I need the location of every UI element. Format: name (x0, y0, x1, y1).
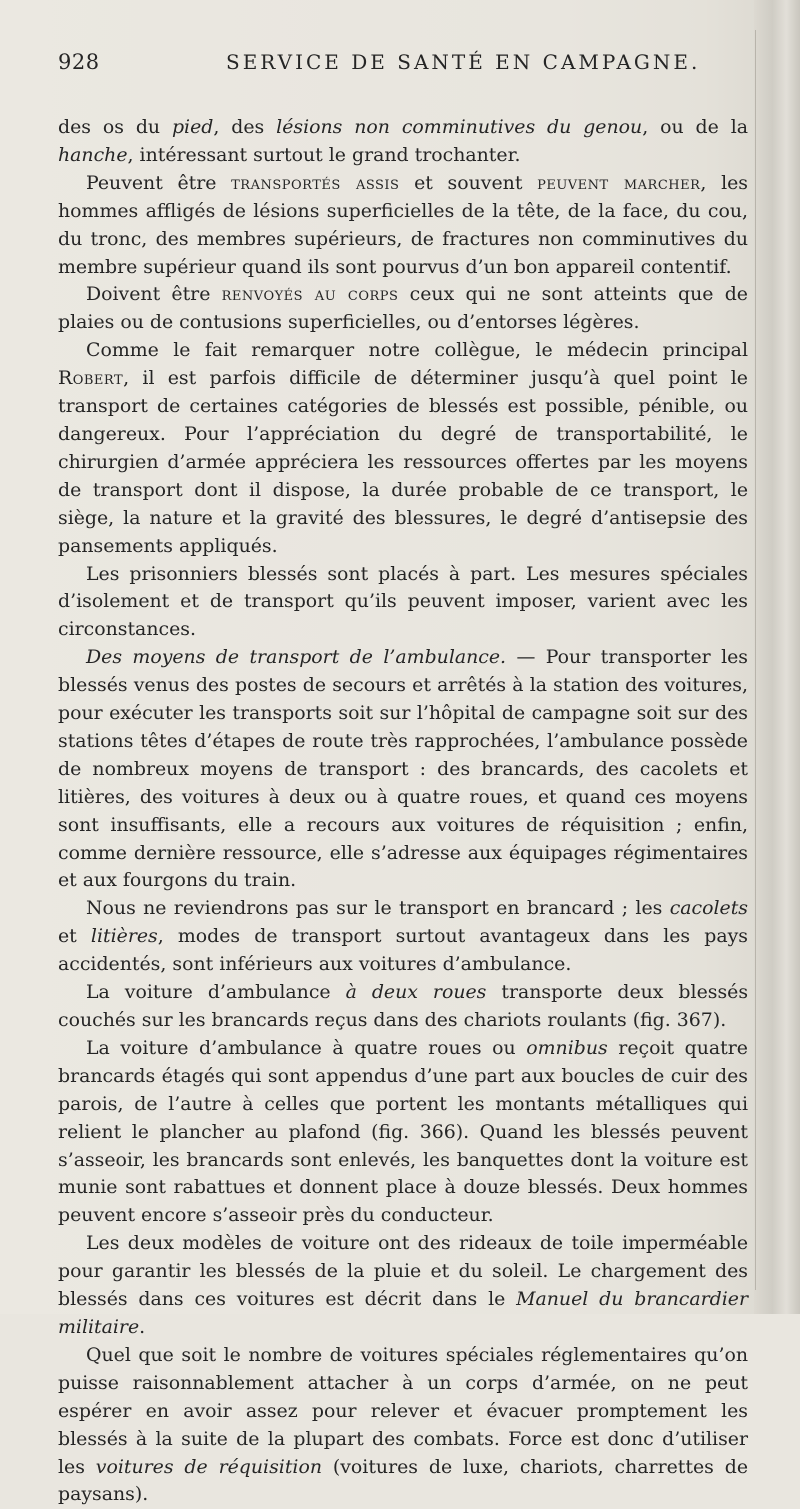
paragraph-0: des os du pied, des lésions non comminutives du genou, ou de la hanche, intéressant surtout le grand trochanter. (58, 116, 748, 166)
page-number: 928 (58, 50, 100, 74)
body-text (58, 114, 748, 1509)
paragraph-3: Comme le fait remarquer notre collègue, le médecin principal Robert, il est parfois difficile de déterminer jusqu’à quel point le transport de certaines catégories de blessés est possible, pénible, ou dangereux. Pour l’appréciation du degré de transportabilité, le chirurgien d’armée appréciera les ressources offertes par les moyens de transport dont il dispose, la durée probable de ce transport, le siège, la nature et la gravité des blessures, le degré d’antisepsie des pansements appliqués. (58, 339, 748, 557)
paragraph-8: La voiture d’ambulance à quatre roues ou omnibus reçoit quatre brancards étagés qui sont appendus d’une part aux boucles de cuir des parois, de l’autre à celles que portent les montants métalliques qui relient le plancher au plafond (fig. 366). Quand les blessés peuvent s’asseoir, les brancards sont enlevés, les banquettes dont la voiture est munie sont rabattues et donnent place à douze blessés. Deux hommes peuvent encore s’asseoir près du conducteur. (58, 1036, 748, 1227)
paragraph-4: Les prisonniers blessés sont placés à part. Les mesures spéciales d’isolement et de transport qu’ils peuvent imposer, varient avec les circonstances. (58, 562, 748, 641)
paragraph-1: Peuvent être transportés assis et souvent peuvent marcher, les hommes affligés de lésions superficielles de la tête, de la face, du cou, du tronc, des membres supérieurs, de fractures non comminutives du membre supérieur quand ils sont pourvus d’un bon appareil contentif. (58, 171, 748, 278)
paragraph-7: La voiture d’ambulance à deux roues transporte deux blessés couchés sur les brancards reçus dans des chariots roulants (fig. 367). (58, 981, 749, 1031)
paragraph-2: Doivent être renvoyés au corps ceux qui ne sont atteints que de plaies ou de contusions superficielles, ou d’entorses légères. (58, 283, 748, 334)
gutter-shadow-line (755, 30, 756, 1290)
paragraph-10: Quel que soit le nombre de voitures spéciales réglementaires qu’on puisse raisonnablement attacher à un corps d’armée, on ne peut espérer en avoir assez pour relever et évacuer promptement les blessés à la suite de la plupart des combats. Force est donc d’utiliser les voitures de réquisition (voitures de luxe, chariots, charrettes de paysans). (58, 1343, 749, 1506)
paragraph-5: Des moyens de transport de l’ambulance. — Pour transporter les blessés venus des postes de secours et arrêtés à la station des voitures, pour exécuter les transports soit sur l’hôpital de campagne soit sur des stations têtes d’étapes de route très rapprochées, l’ambulance possède de nombreux moyens de transport : des brancards, des cacolets et litières, des voitures à deux ou à quatre roues, et quand ces moyens sont insuffisants, elle a recours aux voitures de réquisition ; enfin, comme dernière ressource, elle s’adresse aux équipages régimentaires et aux fourgons du train. (58, 646, 748, 892)
page-header (58, 50, 758, 80)
paragraph-9: Les deux modèles de voiture ont des rideaux de toile imperméable pour garantir les blessés de la pluie et du soleil. Le chargement des blessés dans ces voitures est décrit dans le Manuel du brancardier militaire. (58, 1232, 748, 1338)
running-head: SERVICE DE SANTÉ EN CAMPAGNE. (226, 50, 701, 74)
page-gutter (754, 0, 800, 1314)
paragraph-6: Nous ne reviendrons pas sur le transport en brancard ; les cacolets et litières, modes de transport surtout avantageux dans les pays accidentés, sont inférieurs aux voitures d’ambulance. (58, 897, 748, 976)
section-heading: Des moyens de transport de l’ambulance. (86, 646, 507, 669)
